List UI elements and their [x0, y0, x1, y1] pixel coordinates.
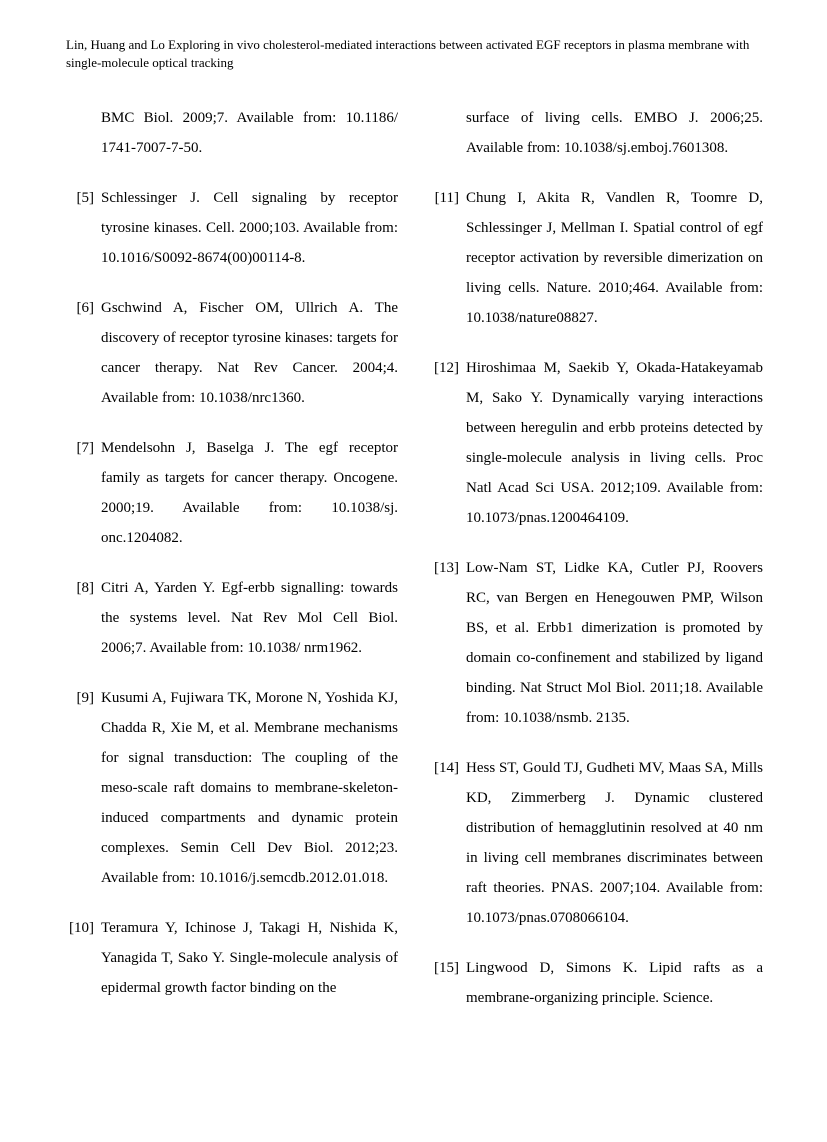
reference-text: Gschwind A, Fischer OM, Ullrich A. The discovery of receptor tyrosine kinases: targets for cancer therapy. Nat Rev Cancer. 2004;4. Available from: 10.1038/nrc1360.: [101, 300, 398, 406]
reference-number: [9]: [76, 690, 94, 706]
right-column: [425, 103, 763, 1033]
reference-number: [15]: [434, 960, 459, 976]
reference-number: [11]: [434, 190, 459, 206]
reference-continued: [425, 103, 763, 163]
reference-text: BMC Biol. 2009;7. Available from: 10.1186/ 1741-7007-7-50.: [101, 110, 398, 156]
reference-12: [425, 353, 763, 533]
reference-14: [425, 753, 763, 933]
reference-8: [60, 573, 398, 663]
reference-13: [425, 553, 763, 733]
reference-text: Low-Nam ST, Lidke KA, Cutler PJ, Roovers RC, van Bergen en Henegouwen PMP, Wilson BS, et al. Erbb1 dimerization is promoted by domain co-confinement and stabilized by ligand binding. Nat Struct Mol Biol. 2011;18. Available from: 10.1038/nsmb. 2135.: [466, 560, 763, 726]
reference-7: [60, 433, 398, 553]
reference-text: Citri A, Yarden Y. Egf-erbb signalling: towards the systems level. Nat Rev Mol Cell Biol. 2006;7. Available from: 10.1038/ nrm1962.: [101, 580, 398, 656]
left-column: [60, 103, 398, 1023]
reference-number: [13]: [434, 560, 459, 576]
reference-10: [60, 913, 398, 1003]
reference-text: surface of living cells. EMBO J. 2006;25. Available from: 10.1038/sj.emboj.7601308.: [466, 110, 763, 156]
reference-continued: [60, 103, 398, 163]
reference-number: [6]: [76, 300, 94, 316]
reference-text: Schlessinger J. Cell signaling by receptor tyrosine kinases. Cell. 2000;103. Available from: 10.1016/S0092-8674(00)00114-8.: [101, 190, 398, 266]
reference-text: Chung I, Akita R, Vandlen R, Toomre D, Schlessinger J, Mellman I. Spatial control of egf receptor activation by reversible dimerization on living cells. Nature. 2010;464. Available from: 10.1038/nature08827.: [466, 190, 763, 326]
reference-number: [10]: [69, 920, 94, 936]
reference-number: [5]: [76, 190, 94, 206]
reference-6: [60, 293, 398, 413]
reference-text: Teramura Y, Ichinose J, Takagi H, Nishida K, Yanagida T, Sako Y. Single-molecule analysis of epidermal growth factor binding on the: [101, 920, 398, 996]
reference-11: [425, 183, 763, 333]
reference-number: [12]: [434, 360, 459, 376]
reference-9: [60, 683, 398, 893]
reference-text: Mendelsohn J, Baselga J. The egf receptor family as targets for cancer therapy. Oncogene. 2000;19. Available from: 10.1038/sj. onc.1204082.: [101, 440, 398, 546]
reference-text: Hess ST, Gould TJ, Gudheti MV, Maas SA, Mills KD, Zimmerberg J. Dynamic clustered distribution of hemagglutinin resolved at 40 nm in living cell membranes discriminates between raft theories. PNAS. 2007;104. Available from: 10.1073/pnas.0708066104.: [466, 760, 763, 926]
reference-text: Lingwood D, Simons K. Lipid rafts as a membrane-organizing principle. Science.: [466, 960, 763, 1006]
reference-number: [14]: [434, 760, 459, 776]
reference-number: [7]: [76, 440, 94, 456]
reference-text: Kusumi A, Fujiwara TK, Morone N, Yoshida KJ, Chadda R, Xie M, et al. Membrane mechanisms for signal transduction: The coupling of the meso-scale raft domains to membrane-skeleton-induced compartments and dynamic protein complexes. Semin Cell Dev Biol. 2012;23. Available from: 10.1016/j.semcdb.2012.01.018.: [101, 690, 398, 886]
reference-5: [60, 183, 398, 273]
running-header: Lin, Huang and Lo Exploring in vivo cholesterol-mediated interactions between activated EGF receptors in plasma membrane with single-molecule optical tracking: [66, 37, 750, 70]
reference-number: [8]: [76, 580, 94, 596]
reference-text: Hiroshimaa M, Saekib Y, Okada-Hatakeyamab M, Sako Y. Dynamically varying interactions between heregulin and erbb proteins detected by single-molecule analysis in living cells. Proc Natl Acad Sci USA. 2012;109. Available from: 10.1073/pnas.1200464109.: [466, 360, 763, 526]
reference-15: [425, 953, 763, 1013]
